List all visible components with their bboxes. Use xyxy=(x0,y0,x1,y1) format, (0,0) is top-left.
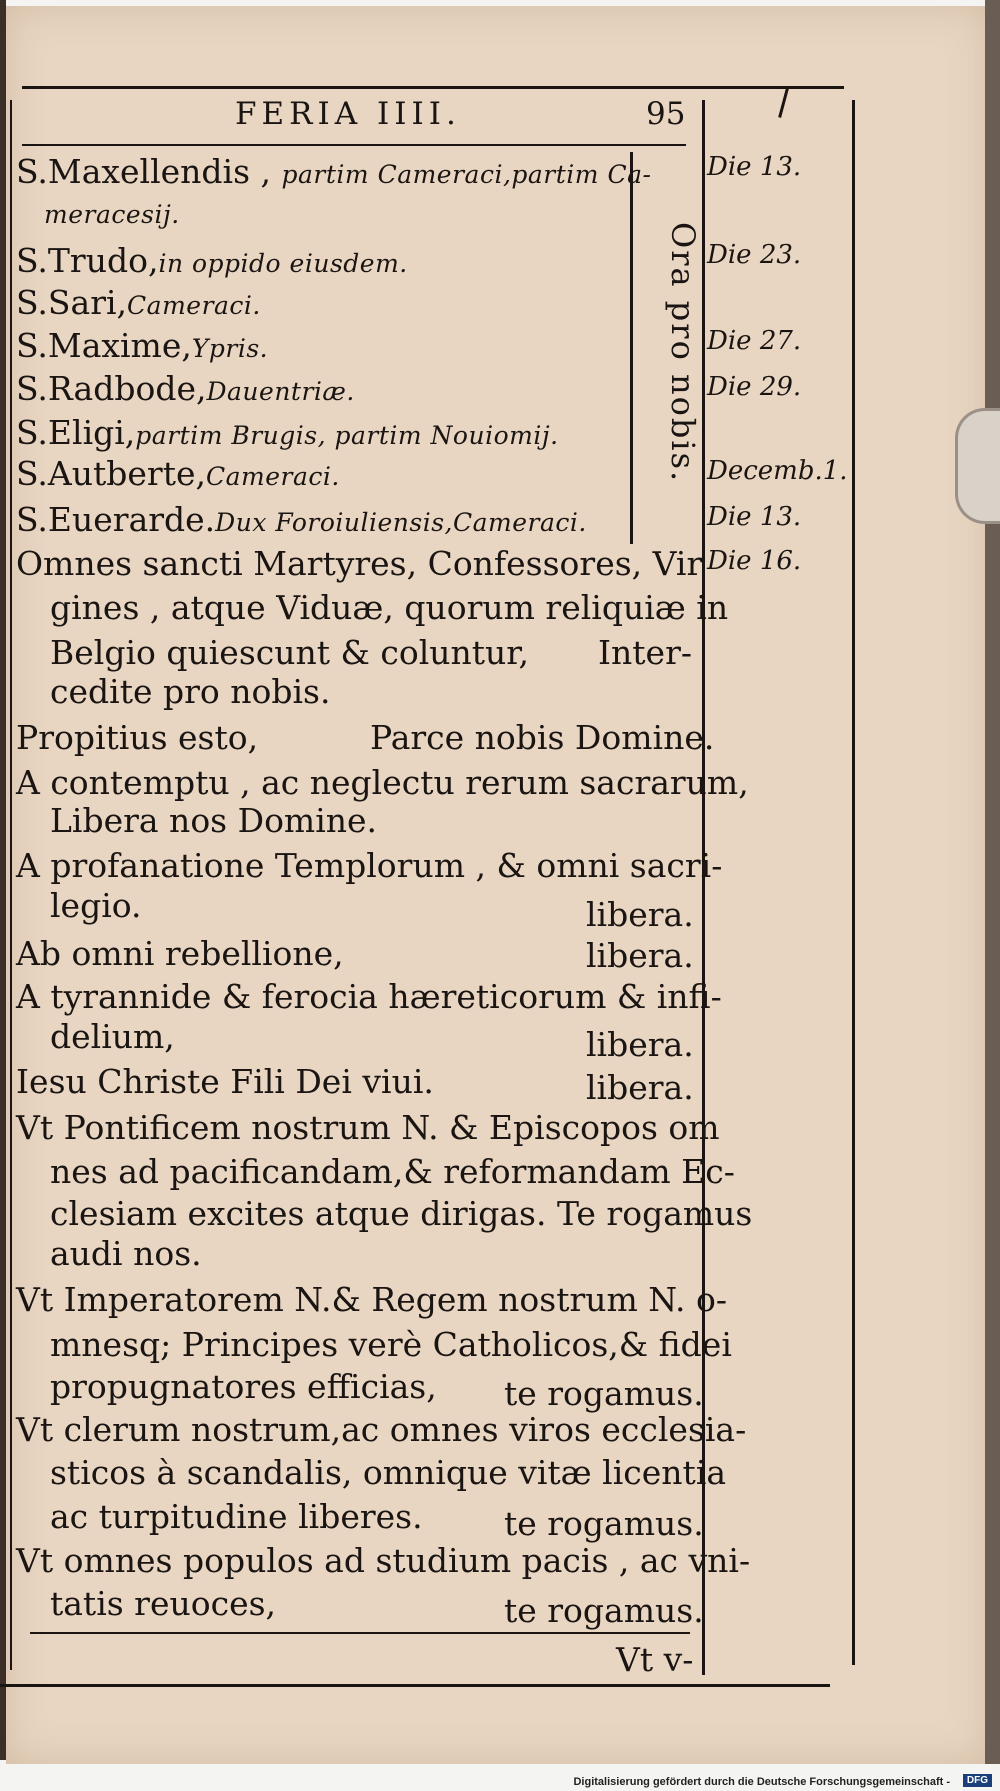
bottom-text-rule xyxy=(30,1632,690,1634)
response-text: te rogamus. xyxy=(504,1504,704,1543)
saint-line: S.Trudo,in oppido eiusdem. xyxy=(16,241,408,280)
margin-date: Die 27. xyxy=(707,326,802,356)
text-line: Vt clerum nostrum,ac omnes viros ecclesia- xyxy=(16,1410,747,1449)
margin-date: Die 13. xyxy=(707,502,802,532)
response-text: Inter- xyxy=(598,633,693,672)
text-line: A contemptu , ac neglectu rerum sacrarum, xyxy=(16,763,749,802)
text-line: ac turpitudine liberes. xyxy=(50,1497,423,1536)
response-text: te rogamus. xyxy=(504,1591,704,1630)
book-edge xyxy=(985,0,1000,1764)
saint-line: S.Maxime,Ypris. xyxy=(16,326,269,365)
footer-credit: Digitalisierung gefördert durch die Deutsche Forschungsgemeinschaft - xyxy=(573,1776,950,1788)
margin-date: Decemb.1. xyxy=(707,456,848,486)
text-line: Vt omnes populos ad studium pacis , ac vni- xyxy=(16,1541,751,1580)
text-line: gines , atque Viduæ, quorum reliquiæ in xyxy=(50,588,729,627)
text-line: A profanatione Templorum , & omni sacri- xyxy=(16,846,723,885)
text-line: mnesq; Principes verè Catholicos,& fidei xyxy=(50,1325,732,1364)
ora-pro-nobis: Ora pro nobis. xyxy=(664,222,702,484)
saint-line: S.Radbode,Dauentriæ. xyxy=(16,369,355,408)
text-line: Ab omni rebellione, xyxy=(16,934,344,973)
margin-date: Die 29. xyxy=(707,372,802,402)
text-line: Propitius esto, xyxy=(16,718,259,757)
response-text: libera. xyxy=(586,895,694,934)
text-line: A tyrannide & ferocia hæreticorum & infi- xyxy=(16,977,722,1016)
saints-bracket xyxy=(630,152,633,544)
saint-line: S.Euerarde.Dux Foroiuliensis,Cameraci. xyxy=(16,500,587,539)
header-underline xyxy=(22,144,686,146)
book-clasp xyxy=(955,408,1000,524)
response-text: te rogamus. xyxy=(504,1374,704,1413)
text-line: sticos à scandalis, omnique vitæ licentia xyxy=(50,1453,727,1492)
response-text: libera. xyxy=(586,1068,694,1107)
top-rule xyxy=(22,86,844,89)
text-line: Vt Imperatorem N.& Regem nostrum N. o- xyxy=(16,1280,728,1319)
text-line: clesiam excites atque dirigas. Te rogamus xyxy=(50,1194,753,1233)
text-line: tatis reuoces, xyxy=(50,1584,277,1623)
page-title: FERIA IIII. xyxy=(235,96,461,132)
text-line: Iesu Christe Fili Dei viui. xyxy=(16,1062,434,1101)
response-text: Parce nobis Domine. xyxy=(370,718,715,757)
left-rule xyxy=(10,100,12,1670)
response-text: libera. xyxy=(586,936,694,975)
text-line: cedite pro nobis. xyxy=(50,672,331,711)
text-line: legio. xyxy=(50,886,142,925)
text-line: Libera nos Domine. xyxy=(50,801,378,840)
text-line: Belgio quiescunt & coluntur, xyxy=(50,633,529,672)
margin-date: Die 16. xyxy=(707,546,802,576)
text-line: Vt Pontificem nostrum N. & Episcopos om xyxy=(16,1108,720,1147)
page-number: 95 xyxy=(646,96,686,132)
text-line: audi nos. xyxy=(50,1234,202,1273)
margin-date: Die 23. xyxy=(707,240,802,270)
saint-line: S.Autberte,Cameraci. xyxy=(16,454,340,493)
saint-line: S.Eligi,partim Brugis, partim Nouiomij. xyxy=(16,413,559,452)
outer-margin-rule xyxy=(852,100,855,1665)
saint-line: meracesij. xyxy=(44,200,180,229)
text-line: nes ad pacificandam,& reformandam Ec- xyxy=(50,1152,735,1191)
text-line: propugnatores efficias, xyxy=(50,1367,437,1406)
text-line: Omnes sancti Martyres, Confessores, Vir xyxy=(16,544,703,583)
bottom-rule xyxy=(0,1684,830,1687)
text-line: delium, xyxy=(50,1017,175,1056)
margin-date: Die 13. xyxy=(707,152,802,182)
dfg-logo: DFG xyxy=(963,1774,992,1787)
response-text: libera. xyxy=(586,1025,694,1064)
saint-line: S.Sari,Cameraci. xyxy=(16,283,261,322)
catchword: Vt v- xyxy=(616,1640,694,1679)
saint-line: S.Maxellendis , partim Cameraci,partim Ca- xyxy=(16,152,652,191)
